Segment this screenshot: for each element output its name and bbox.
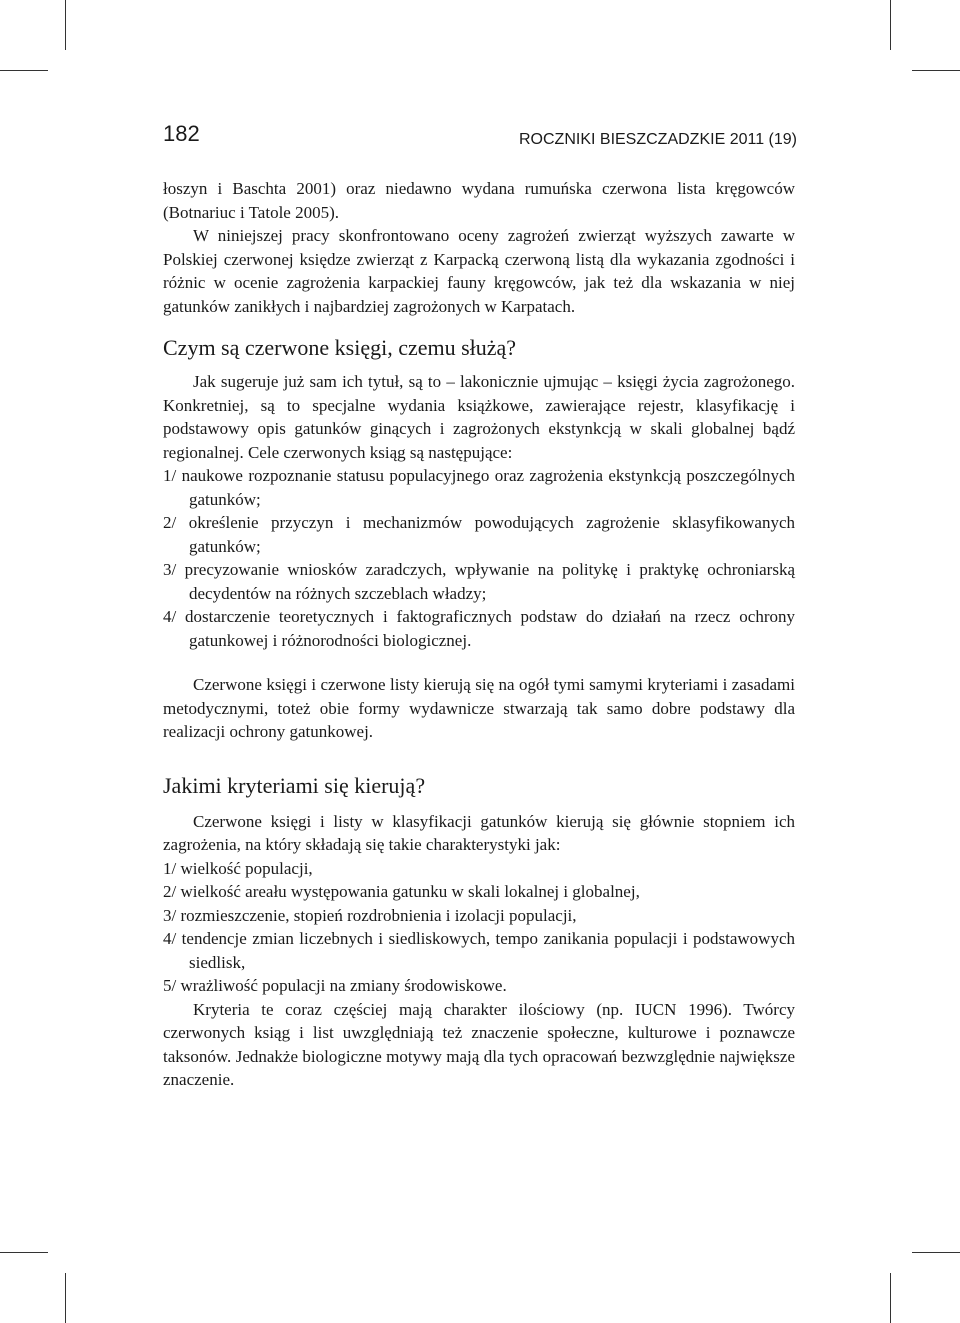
list-item: 4/ tendencje zmian liczebnych i siedliskowych, tempo zanikania populacji i podstawowych siedlisk,: [163, 929, 795, 972]
list-item: 3/ rozmieszczenie, stopień rozdrobnienia i izolacji populacji,: [163, 905, 577, 925]
crop-mark: [65, 1273, 66, 1323]
section1-paragraph: Jak sugeruje już sam ich tytuł, są to – lakonicznie ujmując – księgi życia zagrożonego. Konkretniej, są to specjalne wydania książkowe, zawierające rejestr, klasyfikację i podstawowy opis gatunków ginących i zagrożonych ekstynkcją w skali globalnej bądź regionalnej. Cele czerwonych ksiąg są następujące:: [163, 372, 795, 462]
crop-mark: [0, 70, 48, 71]
crop-mark: [65, 0, 66, 50]
crop-mark: [890, 0, 891, 50]
crop-mark: [0, 1252, 48, 1253]
section-heading-criteria: Jakimi kryteriami się kierują?: [163, 772, 426, 798]
page-number: 182: [163, 121, 200, 146]
list-item: 3/ precyzowanie wniosków zaradczych, wpływanie na politykę i praktykę ochroniarską decydentów na różnych szczeblach władzy;: [163, 560, 795, 603]
page-body: [163, 177, 795, 1092]
running-head: ROCZNIKI BIESZCZADZKIE 2011 (19): [519, 131, 797, 148]
crop-mark: [912, 1252, 960, 1253]
crop-mark: [890, 1273, 891, 1323]
crop-mark: [912, 70, 960, 71]
page-header: [163, 121, 797, 161]
intro-paragraph-continued: łoszyn i Baschta 2001) oraz niedawno wydana rumuńska czerwona lista kręgowców (Botnariuc i Tatole 2005).: [163, 179, 795, 222]
list-item: 1/ wielkość populacji,: [163, 858, 313, 878]
list-item: 1/ naukowe rozpoznanie statusu populacyjnego oraz zagrożenia ekstynkcją poszczególnych gatunków;: [163, 466, 795, 509]
list-item: 2/ wielkość areału występowania gatunku w skali lokalnej i globalnej,: [163, 882, 640, 901]
list-item: 2/ określenie przyczyn i mechanizmów powodujących zagrożenie sklasyfikowanych gatunków;: [163, 513, 795, 556]
section1-closing-paragraph: Czerwone księgi i czerwone listy kierują się na ogół tymi samymi kryteriami i zasadami metodycznymi, toteż obie formy wydawnicze stwarzają tak samo dobre podstawy dla realizacji ochrony gatunkowej.: [163, 675, 795, 741]
section-heading-purpose: Czym są czerwone księgi, czemu służą?: [163, 335, 517, 360]
section2-paragraph: Czerwone księgi i listy w klasyfikacji gatunków kierują się głównie stopniem ich zagrożenia, na który składają się takie charakterystyki jak:: [163, 811, 795, 854]
list-item: 5/ wrażliwość populacji na zmiany środowiskowe.: [163, 976, 507, 995]
section2-closing-paragraph: Kryteria te coraz częściej mają charakter ilościowy (np. IUCN 1996). Twórcy czerwonych ksiąg i list uwzględniają też znaczenie społeczne, kulturowe i poznawcze taksonów. Jednakże biologiczne motywy mają dla tych opracowań bezwzględnie największe znaczenie.: [163, 999, 795, 1089]
intro-paragraph: W niniejszej pracy skonfrontowano oceny zagrożeń zwierząt wyższych zawarte w Polskiej czerwonej księdze zwierząt z Karpacką czerwoną listą dla wykazania zgodności i różnic w ocenie zagrożenia karpackiej fauny kręgowców, jak też dla wskazania w niej gatunków zanikłych i najbardziej zagrożonych w Karpatach.: [163, 226, 795, 316]
list-item: 4/ dostarczenie teoretycznych i faktograficznych podstaw do działań na rzecz ochrony gatunkowej i różnorodności biologicznej.: [163, 607, 795, 650]
